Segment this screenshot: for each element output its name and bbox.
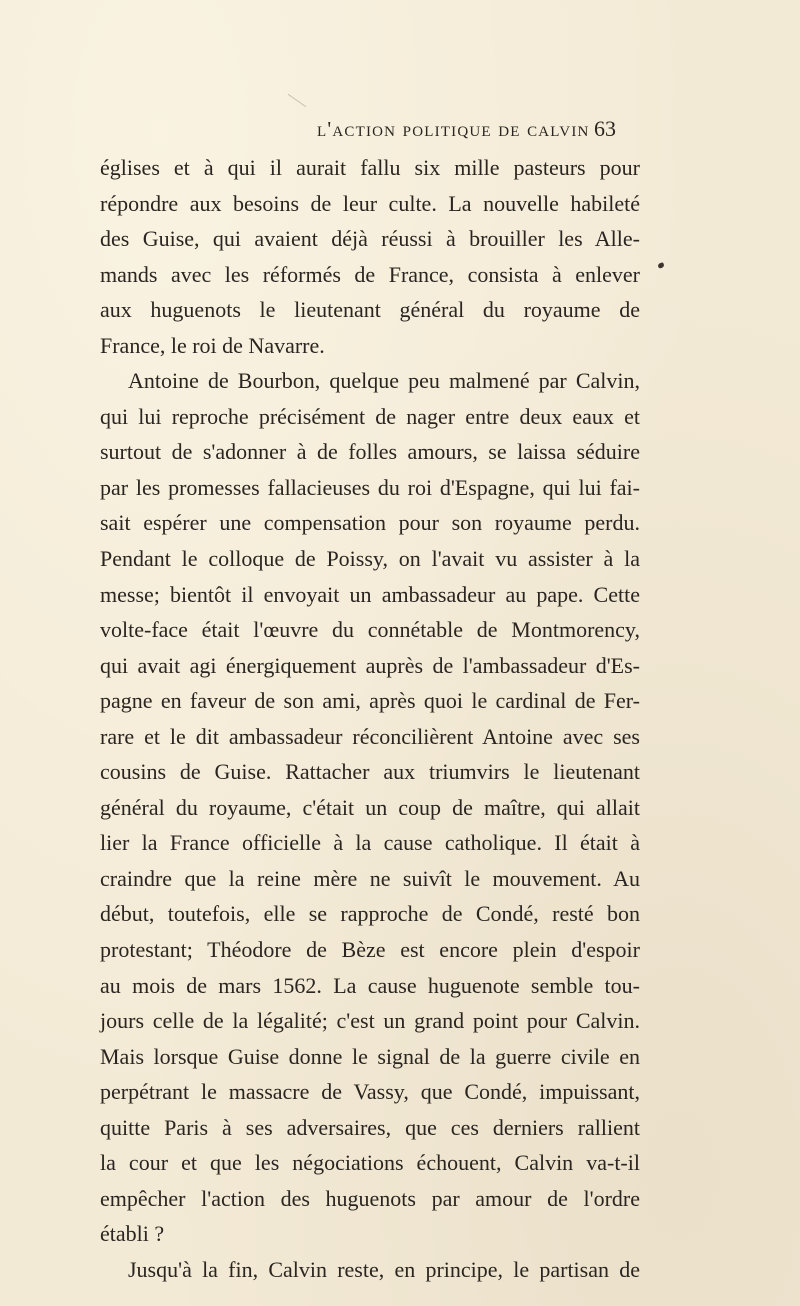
body-text — [100, 150, 640, 1288]
text-line: général du royaume, c'était un coup de maître, qui allait — [100, 794, 640, 820]
text-line: cousins de Guise. Rattacher aux triumvirs le lieutenant — [100, 759, 640, 785]
text-line: sait espérer une compensation pour son royaume perdu. — [100, 510, 640, 536]
text-line: au mois de mars 1562. La cause huguenote semble tou- — [100, 972, 640, 998]
text-line: volte-face était l'œuvre du connétable de Montmorency, — [100, 617, 640, 643]
text-line: la cour et que les négociations échouent, Calvin va-t-il — [100, 1150, 640, 1176]
text-line: répondre aux besoins de leur culte. La nouvelle habileté — [100, 190, 640, 216]
running-head — [0, 114, 800, 144]
page-crease — [288, 94, 307, 107]
text-line: surtout de s'adonner à de folles amours, se laissa séduire — [100, 439, 640, 465]
text-line: perpétrant le massacre de Vassy, que Condé, impuissant, — [100, 1079, 640, 1105]
text-line: rare et le dit ambassadeur réconcilièrent Antoine avec ses — [100, 723, 640, 749]
text-line: quitte Paris à ses adversaires, que ces derniers rallient — [100, 1114, 640, 1140]
text-line: protestant; Théodore de Bèze est encore plein d'espoir — [100, 937, 640, 963]
text-line: aux huguenots le lieutenant général du royaume de — [100, 297, 640, 323]
text-line: qui lui reproche précisément de nager entre deux eaux et — [100, 403, 640, 429]
text-line: par les promesses fallacieuses du roi d'Espagne, qui lui fai- — [100, 474, 640, 500]
text-line: France, le roi de Navarre. — [100, 332, 325, 358]
text-line: Mais lorsque Guise donne le signal de la guerre civile en — [100, 1043, 640, 1069]
paragraph-start-line: Jusqu'à la fin, Calvin reste, en principe, le partisan de — [128, 1256, 640, 1282]
text-line: empêcher l'action des huguenots par amour de l'ordre — [100, 1185, 640, 1211]
text-line: des Guise, qui avaient déjà réussi à brouiller les Alle- — [100, 226, 640, 252]
text-line: jours celle de la légalité; c'est un grand point pour Calvin. — [100, 1008, 640, 1034]
text-line: lier la France officielle à la cause catholique. Il était à — [100, 830, 640, 856]
text-line: qui avait agi énergiquement auprès de l'ambassadeur d'Es- — [100, 652, 640, 678]
ink-mark — [657, 262, 664, 269]
text-line: messe; bientôt il envoyait un ambassadeur au pape. Cette — [100, 581, 640, 607]
text-line: établi ? — [100, 1221, 165, 1247]
text-line: pagne en faveur de son ami, après quoi le cardinal de Fer- — [100, 688, 640, 714]
page-number: 63 — [594, 116, 616, 141]
text-line: Pendant le colloque de Poissy, on l'avait vu assister à la — [100, 546, 640, 572]
text-line: début, toutefois, elle se rapproche de Condé, resté bon — [100, 901, 640, 927]
running-title: l'action politique de calvin — [317, 117, 590, 141]
text-line: églises et à qui il aurait fallu six mille pasteurs pour — [100, 155, 640, 180]
text-line: craindre que la reine mère ne suivît le mouvement. Au — [100, 865, 640, 891]
paragraph-start-line: Antoine de Bourbon, quelque peu malmené par Calvin, — [128, 368, 640, 394]
text-line: mands avec les réformés de France, consista à enlever — [100, 261, 640, 287]
